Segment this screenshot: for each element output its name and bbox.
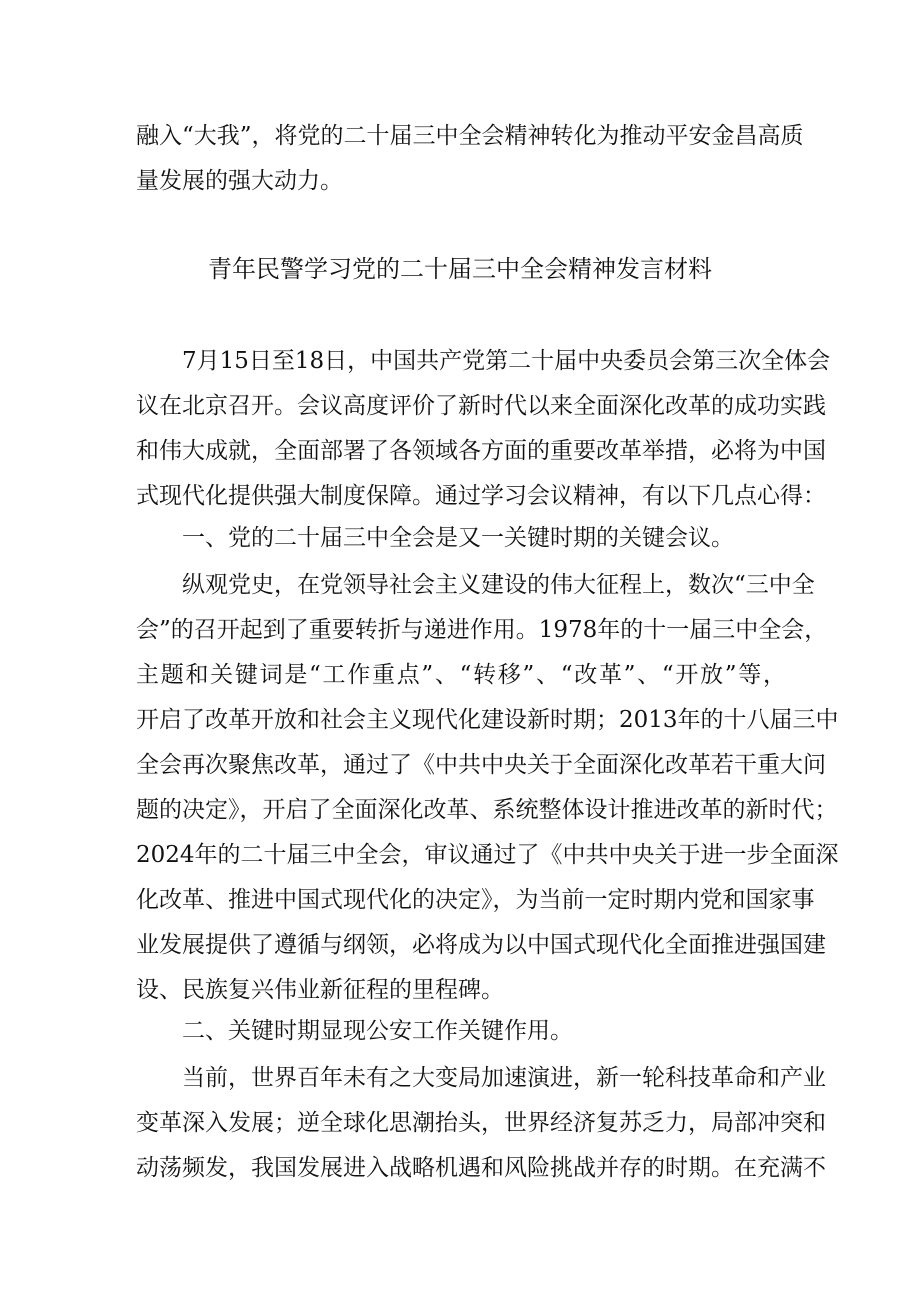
section-2-line: 当前，世界百年未有之大变局加速演进，新一轮科技革命和产业 (182, 1065, 826, 1091)
intro-line: 和伟大成就，全面部署了各领域各方面的重要改革举措，必将为中国 (136, 438, 826, 464)
section-1-line: 全会再次聚焦改革，通过了《中共中央关于全面深化改革若干重大问 (136, 752, 826, 778)
document-title: 青年民警学习党的二十届三中全会精神发言材料 (208, 255, 712, 283)
section-1-line: 化改革、推进中国式现代化的决定》，为当前一定时期内党和国家事 (136, 887, 815, 913)
section-1-line: 纵观党史，在党领导社会主义建设的伟大征程上，数次“三中全 (182, 572, 815, 598)
section-1-line: 会”的召开起到了重要转折与递进作用。1978年的十一届三中全会， (136, 617, 828, 643)
top-paragraph-line: 量发展的强大动力。 (136, 168, 343, 194)
section-1-line: 开启了改革开放和社会主义现代化建设新时期；2013年的十八届三中 (136, 707, 839, 733)
section-2-line: 变革深入发展；逆全球化思潮抬头，世界经济复苏乏力，局部冲突和 (136, 1110, 826, 1136)
top-paragraph-line: 融入“大我”，将党的二十届三中全会精神转化为推动平安金昌高质 (136, 123, 804, 149)
section-1-line: 题的决定》，开启了全面深化改革、系统整体设计推进改革的新时代； (136, 797, 838, 823)
section-1-line: 设、民族复兴伟业新征程的里程碑。 (136, 977, 504, 1003)
section-1-heading: 一、党的二十届三中全会是又一关键时期的关键会议。 (182, 525, 734, 551)
section-2-line: 动荡频发，我国发展进入战略机遇和风险挑战并存的时期。在充满不 (136, 1155, 826, 1181)
intro-line: 7月15日至18日，中国共产党第二十届中央委员会第三次全体会 (182, 348, 831, 374)
intro-line: 式现代化提供强大制度保障。通过学习会议精神，有以下几点心得： (136, 483, 826, 509)
section-1-line: 业发展提供了遵循与纲领，必将成为以中国式现代化全面推进强国建 (136, 932, 826, 958)
section-1-line: 主题和关键词是“工作重点”、“转移”、“改革”、“开放”等， (136, 662, 786, 688)
section-1-line: 2024年的二十届三中全会，审议通过了《中共中央关于进一步全面深 (136, 842, 839, 868)
intro-line: 议在北京召开。会议高度评价了新时代以来全面深化改革的成功实践 (136, 393, 826, 419)
section-2-heading: 二、关键时期显现公安工作关键作用。 (182, 1018, 573, 1044)
